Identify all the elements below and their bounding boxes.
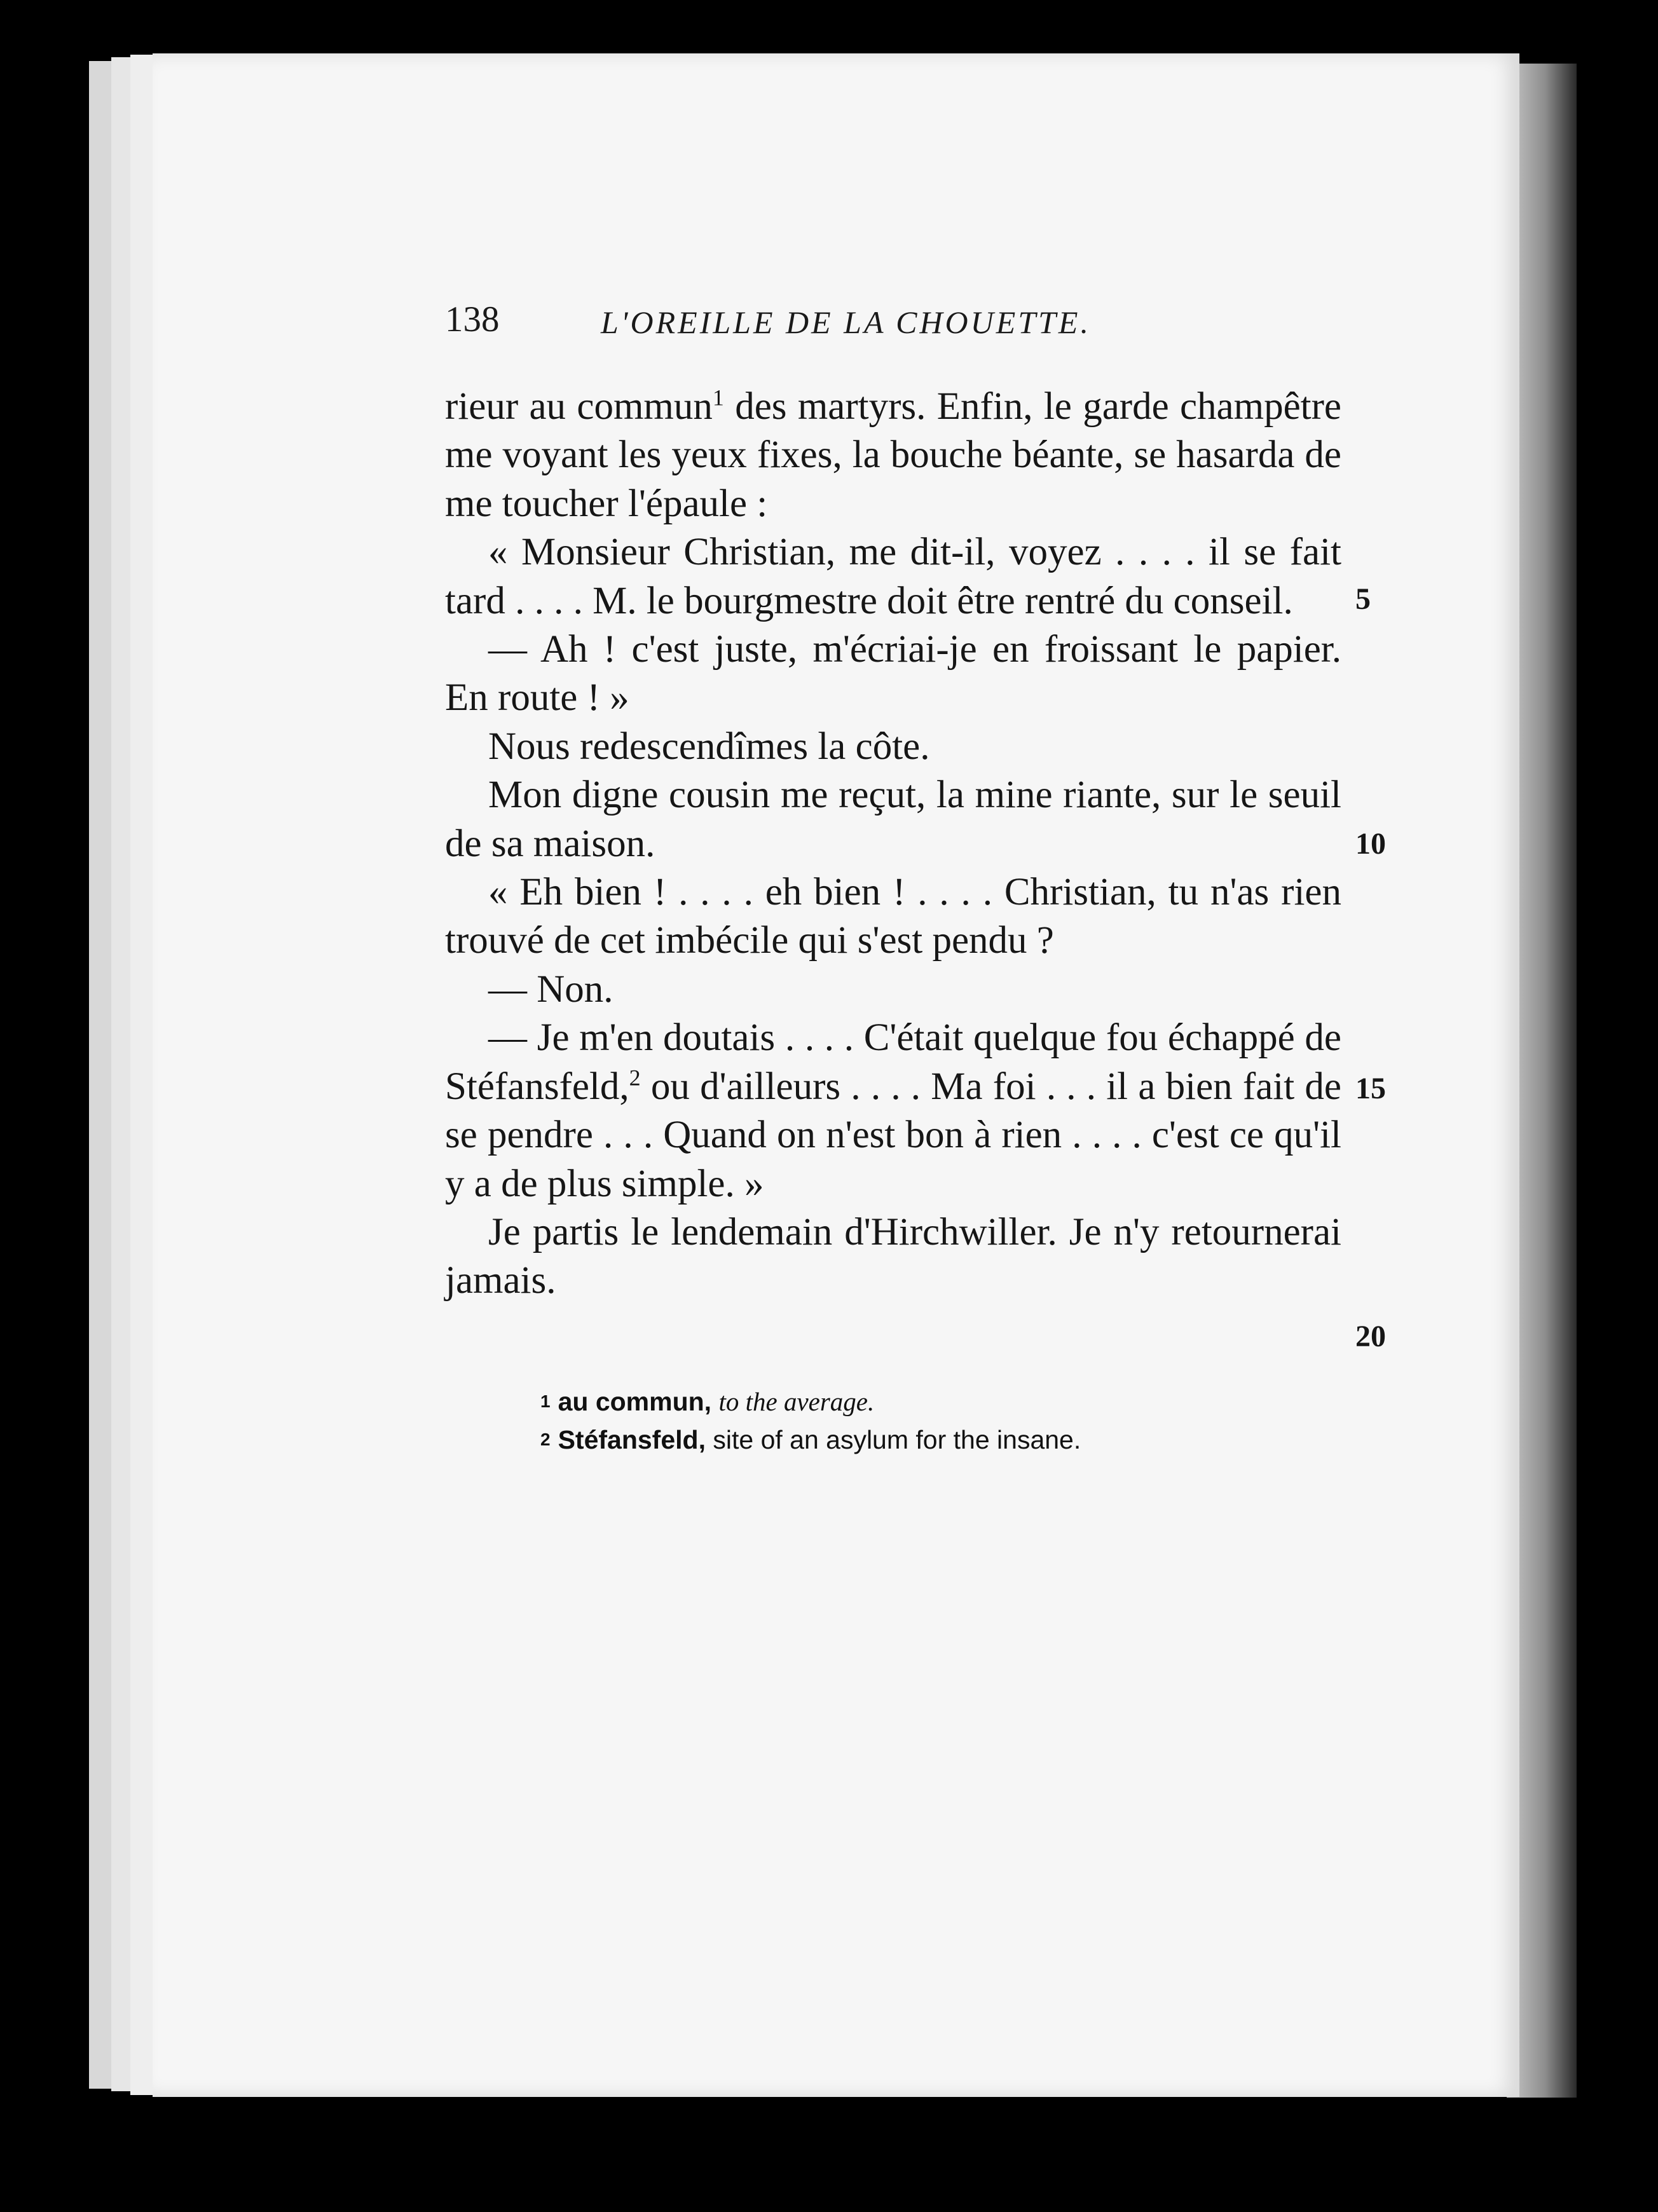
- paragraph: [445, 868, 1341, 966]
- footnote-mark: 1: [540, 1391, 551, 1411]
- footnote: [540, 1421, 1081, 1459]
- paragraph-text: « Monsieur Christian, me dit-il, voyez . . . . il se fait tard . . . . M. le bourgmestre doit être rentré du conseil.: [445, 531, 1341, 622]
- running-title: L'OREILLE DE LA CHOUETTE.: [601, 304, 1091, 340]
- page-number: 138: [445, 299, 500, 339]
- footnote-mark: 2: [540, 1430, 551, 1449]
- line-number: 10: [1355, 827, 1386, 861]
- paragraph: [445, 966, 1341, 1014]
- footnote-term: Stéfansfeld,: [558, 1425, 706, 1454]
- paragraph: [445, 528, 1341, 625]
- line-number: 5: [1355, 582, 1371, 616]
- footnote-term: au commun,: [558, 1387, 712, 1416]
- paragraph-text: Mon digne cousin me reçut, la mine riante, sur le seuil de sa maison.: [445, 774, 1341, 865]
- paragraph-text: — Je m'en doutais . . . . C'était quelque fou échappé de Stéfansfeld,: [445, 1016, 1341, 1108]
- line-number: 15: [1355, 1072, 1386, 1105]
- paragraph-text: des martyrs. Enfin, le garde champêtre me voyant les yeux fixes, la bouche béante, se hasarda de me toucher l'épaule :: [445, 385, 1341, 525]
- footnote-ref: 2: [629, 1065, 641, 1091]
- paragraph: [445, 1014, 1341, 1208]
- line-number: 20: [1355, 1320, 1386, 1353]
- footnotes: [540, 1382, 1081, 1459]
- footnote-ref: 1: [712, 385, 724, 411]
- paragraph-text: — Non.: [488, 967, 613, 1011]
- footnote-gloss: site of an asylum for the insane.: [713, 1425, 1081, 1454]
- paragraph-text: rieur au commun: [445, 385, 713, 428]
- paragraph: [445, 383, 1341, 528]
- paragraph: [445, 771, 1341, 868]
- paragraph-text: ou d'ailleurs . . . . Ma foi . . . il a bien fait de se pendre . . . Quand on n'est bon à rien . . . . c'est ce qu'il y a de plus simple. »: [445, 1065, 1341, 1205]
- body-text: [445, 383, 1341, 1306]
- paragraph-text: « Eh bien ! . . . . eh bien ! . . . . Christian, tu n'as rien trouvé de cet imbécile qui s'est pendu ?: [445, 871, 1341, 962]
- page-edge: [130, 55, 156, 2095]
- footnote: [540, 1382, 1081, 1421]
- paragraph: [445, 625, 1341, 723]
- paragraph-text: Je partis le lendemain d'Hirchwiller. Je n'y retournerai jamais.: [445, 1210, 1341, 1302]
- footnote-gloss: to the average.: [718, 1387, 875, 1416]
- page-edge: [89, 61, 114, 2089]
- paragraph-text: Nous redescendîmes la côte.: [488, 725, 930, 768]
- paragraph: [445, 1208, 1341, 1306]
- running-header: [445, 299, 1348, 343]
- paragraph: [445, 723, 1341, 771]
- paragraph-text: — Ah ! c'est juste, m'écriai-je en froissant le papier. En route ! »: [445, 628, 1341, 720]
